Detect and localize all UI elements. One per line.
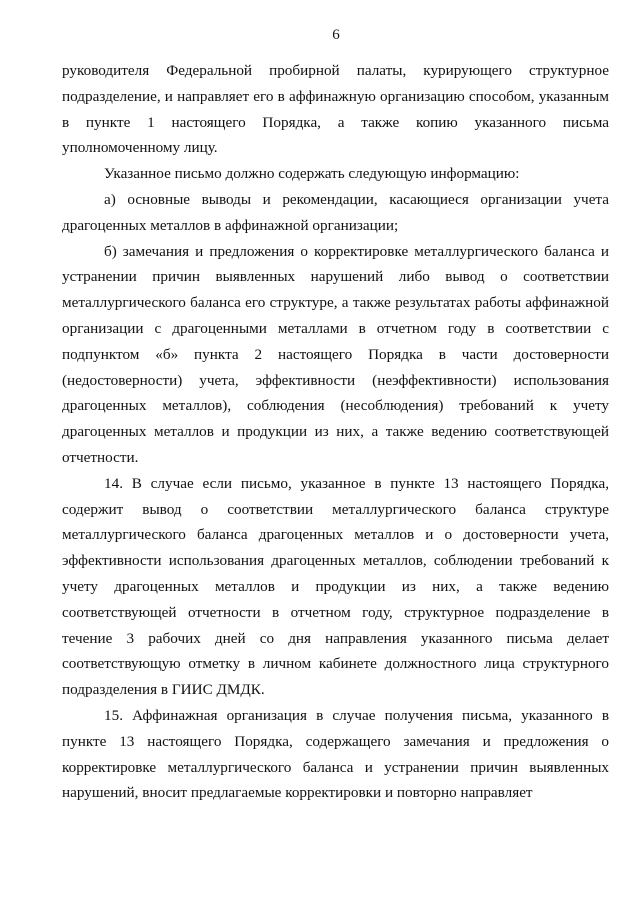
- paragraph-clause-15: 15. Аффинажная организация в случае получения письма, указанного в пункте 13 настоящего Порядка, содержащего замечания и предложения о корректировке металлургического баланса и устранении причин выявленных нарушений, вносит предлагаемые корректировки и повторно направляет: [62, 706, 609, 802]
- document-body: [62, 58, 609, 806]
- paragraph-clause-14: 14. В случае если письмо, указанное в пункте 13 настоящего Порядка, содержит вывод о соответствии металлургического баланса структуре металлургического баланса драгоценных металлов и о достоверности учета, эффективности использования драгоценных металлов, соблюдении требований к учету драгоценных металлов и продукции из них, а также ведению соответствующей отчетности в отчетном году, структурное подразделение в течение 3 рабочих дней со дня направления указанного письма делает соответствующую отметку в личном кабинете должностного лица структурного подразделения в ГИИС ДМДК.: [62, 474, 609, 699]
- page-number: 6: [332, 27, 340, 43]
- paragraph-item-b: б) замечания и предложения о корректировке металлургического баланса и устранении причин выявленных нарушений либо вывод о соответствии металлургического баланса его структуре, а также результатах работы аффинажной организации с драгоценными металлами в отчетном году в соответствии с подпунктом «б» пункта 2 настоящего Порядка в части достоверности (недостоверности) учета, эффективности (неэффективности) использования драгоценных металлов), соблюдения (несоблюдения) требований к учету драгоценных металлов и продукции из них, а также ведению соответствующей отчетности.: [62, 242, 609, 466]
- paragraph-item-a: а) основные выводы и рекомендации, касающиеся организации учета драгоценных металлов в аффинажной организации;: [62, 190, 609, 234]
- paragraph-letter-content-intro: Указанное письмо должно содержать следующую информацию:: [104, 165, 520, 183]
- paragraph-continuation: руководителя Федеральной пробирной палаты, курирующего структурное подразделение, и направляет его в аффинажную организацию способом, указанным в пункте 1 настоящего Порядка, а также копию указанного письма уполномоченному лицу.: [62, 62, 609, 157]
